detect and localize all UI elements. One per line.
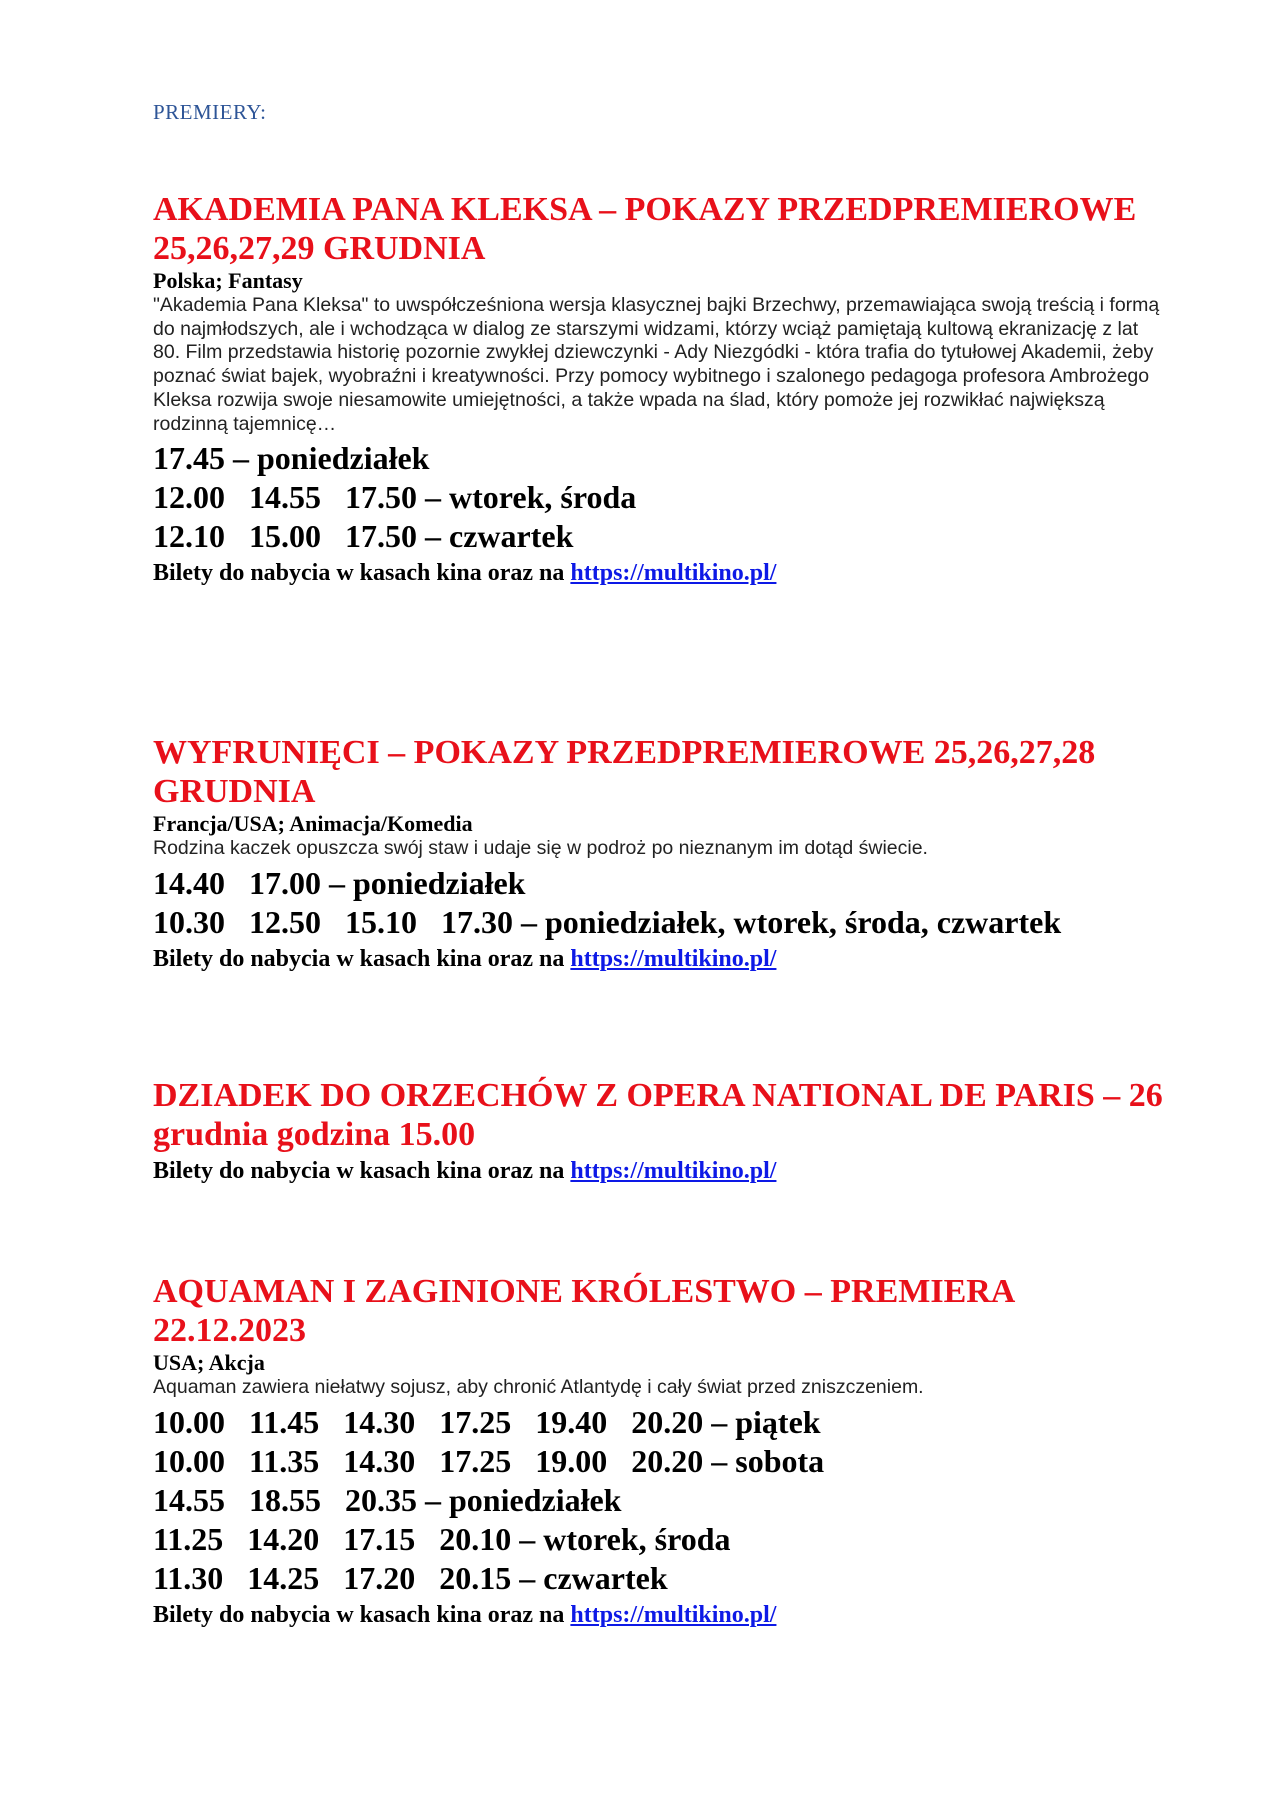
movie-title: AQUAMAN I ZAGINIONE KRÓLESTWO – PREMIERA 22.12.2023	[153, 1273, 1014, 1349]
multikino-link[interactable]: https://multikino.pl/	[570, 945, 777, 972]
movie-title: WYFRUNIĘCI – POKAZY PRZEDPREMIEROWE 25,26,27,28 GRUDNIA	[153, 734, 1096, 810]
showtime-row: 11.25 14.20 17.15 20.10 – wtorek, środa	[153, 1520, 731, 1557]
showtime-row: 12.10 15.00 17.50 – czwartek	[153, 518, 574, 555]
tickets-info	[153, 1598, 1163, 1632]
movie-description: Aquaman zawiera niełatwy sojusz, aby chronić Atlantydę i cały świat przed zniszczeniem.	[153, 1376, 924, 1398]
movie-description: "Akademia Pana Kleksa" to uwspółcześniona wersja klasycznej bajki Brzechwy, przemawiająca swoją treścią i formą do najmłodszych, ale i wchodząca w dialog ze starszymi widzami, którzy wciąż pamiętają kultową ekranizację z lat 80. Film przedstawia historię pozornie zwykłej dziewczynki - Ady Niezgódki - która trafia do tytułowej Akademii, żeby poznać świat bajek, wyobraźni i kreatywności. Przy pomocy wybitnego i szalonego pedagoga profesora Ambrożego Kleksa rozwija swoje niesamowite umiejętności, a także wpada na ślad, który pomoże jej rozwikłać największą rodzinną tajemnicę…	[153, 294, 1160, 435]
movie-description: Rodzina kaczek opuszcza swój staw i udaje się w podroż po nieznanym im dotąd świecie.	[153, 837, 928, 859]
movie-genre: Polska; Fantasy	[153, 268, 303, 293]
event-title: DZIADEK DO ORZECHÓW Z OPERA NATIONAL DE PARIS – 26 grudnia godzina 15.00	[153, 1077, 1163, 1153]
tickets-text: Bilety do nabycia w kasach kina oraz na	[153, 1601, 571, 1628]
multikino-link[interactable]: https://multikino.pl/	[570, 1601, 777, 1628]
movie-genre: Francja/USA; Animacja/Komedia	[153, 811, 473, 836]
showtime-row: 14.55 18.55 20.35 – poniedziałek	[153, 1481, 622, 1518]
tickets-text: Bilety do nabycia w kasach kina oraz na	[153, 560, 571, 587]
tickets-text: Bilety do nabycia w kasach kina oraz na	[153, 945, 571, 972]
tickets-text: Bilety do nabycia w kasach kina oraz na	[153, 1158, 571, 1184]
showtime-row: 10.30 12.50 15.10 17.30 – poniedziałek, wtorek, środa, czwartek	[153, 903, 1062, 940]
movie-section	[153, 733, 1163, 976]
showtimes	[153, 864, 1163, 942]
movie-section	[153, 1272, 1163, 1632]
movie-title: AKADEMIA PANA KLEKSA – POKAZY PRZEDPREMIEROWE 25,26,27,29 GRUDNIA	[153, 191, 1137, 267]
showtime-row: 11.30 14.25 17.20 20.15 – czwartek	[153, 1559, 668, 1596]
showtime-row: 12.00 14.55 17.50 – wtorek, środa	[153, 479, 637, 516]
showtime-row: 14.40 17.00 – poniedziałek	[153, 864, 526, 901]
showtime-row: 10.00 11.45 14.30 17.25 19.40 20.20 – piątek	[153, 1403, 821, 1440]
showtimes	[153, 1403, 1163, 1598]
event-section	[153, 1076, 1163, 1188]
multikino-link[interactable]: https://multikino.pl/	[570, 560, 777, 587]
showtimes	[153, 439, 1163, 556]
multikino-link[interactable]: https://multikino.pl/	[570, 1158, 777, 1184]
showtime-row: 17.45 – poniedziałek	[153, 440, 430, 477]
tickets-info	[153, 1154, 1163, 1188]
tickets-info	[153, 556, 1163, 590]
movie-section	[153, 190, 1163, 590]
page-heading: PREMIERY:	[153, 100, 267, 124]
tickets-info	[153, 942, 1163, 976]
movie-genre: USA; Akcja	[153, 1350, 265, 1375]
showtime-row: 10.00 11.35 14.30 17.25 19.00 20.20 – sobota	[153, 1442, 825, 1479]
